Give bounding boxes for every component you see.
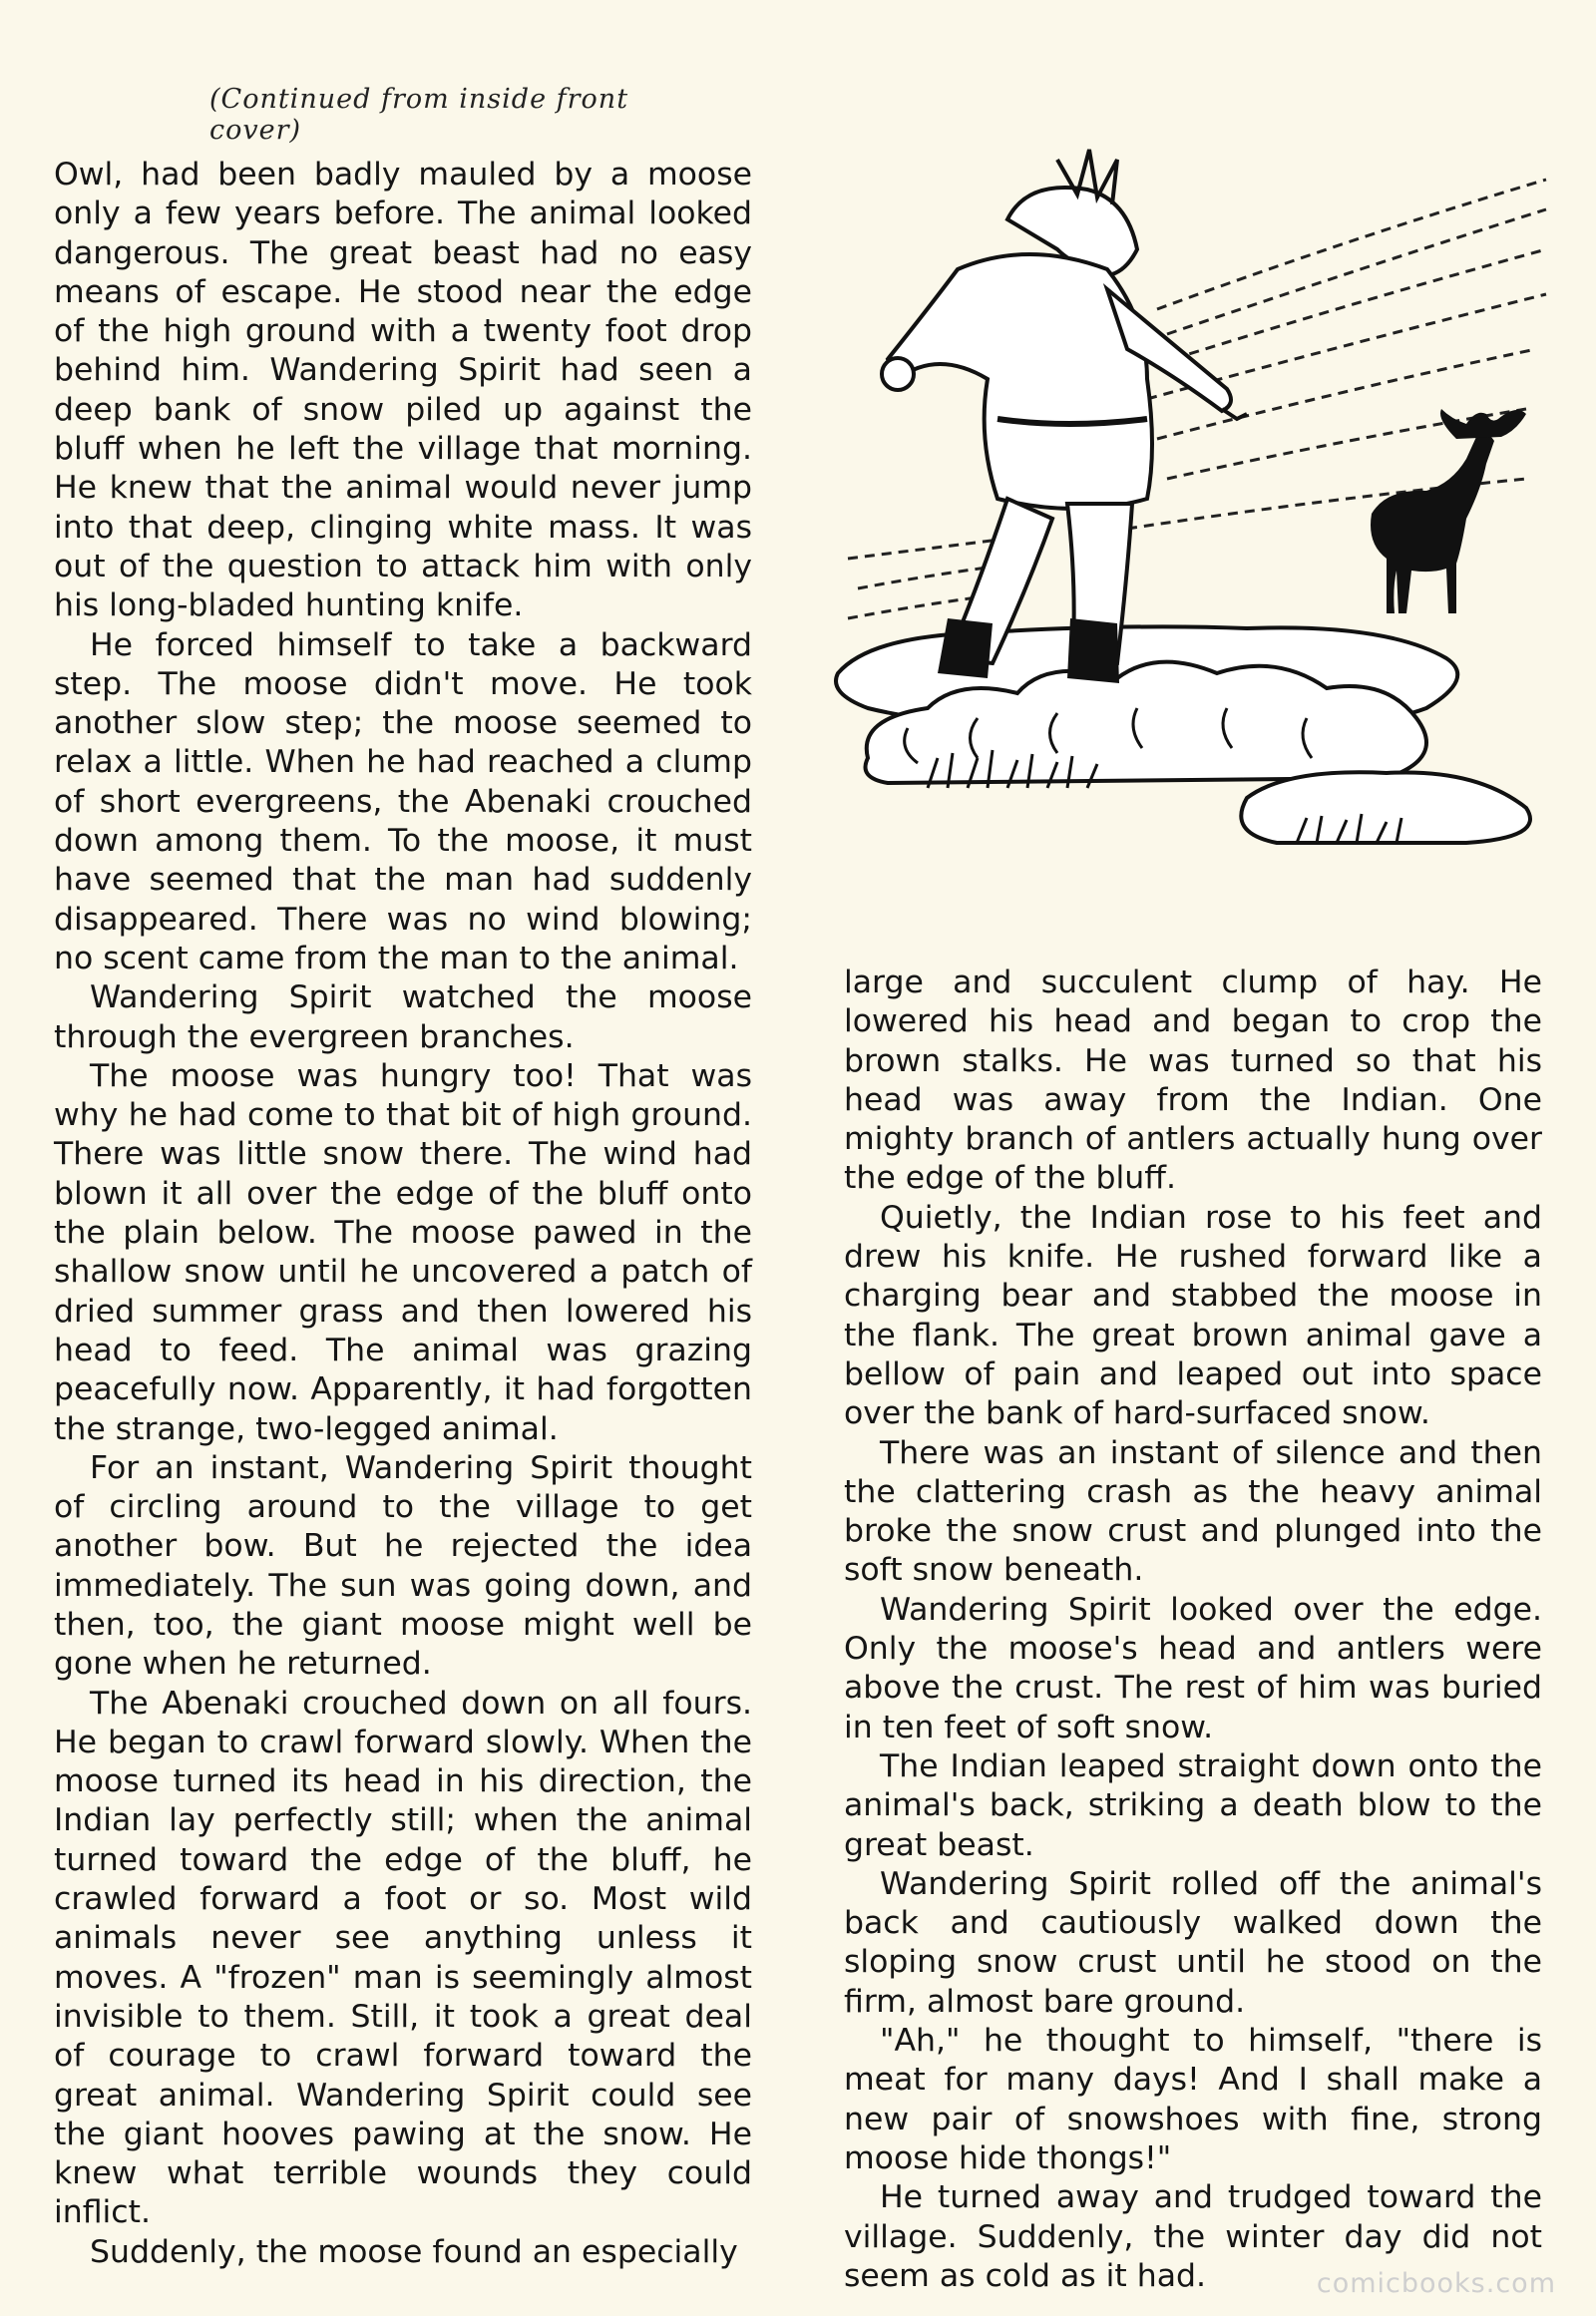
paragraph: Wandering Spirit rolled off the animal's back and cautiously walked down the sloping snow crust until he stood on the firm, almost bare ground. bbox=[844, 1865, 1542, 2020]
paragraph: He turned away and trudged toward the village. Suddenly, the winter day did not seem as cold as it had. bbox=[844, 2179, 1542, 2294]
paragraph: He forced himself to take a backward step. The moose didn't move. He took another slow step; the moose seemed to relax a little. When he had reached a clump of short evergreens, the Abenaki crouched down among them. To the moose, it must have seemed that the man had suddenly disappeared. There was no wind blowing; no scent came from the man to the animal. bbox=[54, 626, 752, 976]
right-column bbox=[844, 964, 1542, 2296]
paragraph: The moose was hungry too! That was why he had come to that bit of high ground. There was little snow there. The wind had blown it all over the edge of the bluff onto the plain below. The moose pawed in the shallow snow until he uncovered a patch of dried summer grass and then lowered his head to feed. The animal was grazing peacefully now. Apparently, it had forgotten the strange, two-legged animal. bbox=[54, 1057, 752, 1447]
paragraph: The Abenaki crouched down on all fours. He began to crawl forward slowly. When the moose turned its head in his direction, the Indian lay perfectly still; when the animal turned toward the edge of the bluff, he crawled forward a foot or so. Most wild animals never see anything unless it moves. A "frozen" man is seemingly almost invisible to them. Still, it took a great deal of courage to crawl forward toward the great animal. Wandering Spirit could see the giant hooves pawing at the snow. He knew what terrible wounds they could inflict. bbox=[54, 1685, 752, 2231]
snow-bluff bbox=[836, 626, 1530, 843]
illustration-hunter-and-moose bbox=[828, 120, 1566, 958]
paragraph: Wandering Spirit looked over the edge. Only the moose's head and antlers were above the crust. The rest of him was buried in ten feet of soft snow. bbox=[844, 1591, 1542, 1745]
paragraph: Wandering Spirit watched the moose through the evergreen branches. bbox=[54, 979, 752, 1055]
paragraph: Quietly, the Indian rose to his feet and drew his knife. He rushed forward like a charging bear and stabbed the moose in the flank. The great brown animal gave a bellow of pain and leaped out into space over the bank of hard-surfaced snow. bbox=[844, 1199, 1542, 1432]
paragraph: "Ah," he thought to himself, "there is meat for many days! And I shall make a new pair of snowshoes with fine, strong moose hide thongs!" bbox=[844, 2023, 1542, 2176]
paragraph: Owl, had been badly mauled by a moose only a few years before. The animal looked dangerous. The great beast had no easy means of escape. He stood near the edge of the high ground with a twenty foot drop behind him. Wandering Spirit had seen a deep bank of snow piled up against the bluff when he left the village that morning. He knew that the animal would never jump into that deep, clinging white mass. It was out of the question to attack him with only his long-bladed hunting knife. bbox=[54, 157, 752, 624]
watermark: comicbooks.com bbox=[1316, 2268, 1556, 2299]
paragraph: large and succulent clump of hay. He lowered his head and began to crop the brown stalks. He was turned so that his head was away from the Indian. One mighty branch of antlers actually hung over the edge of the bluff. bbox=[844, 965, 1542, 1197]
paragraph: For an instant, Wandering Spirit thought of circling around to the village to get another bow. But he rejected the idea immediately. The sun was going down, and then, too, the giant moose might well be gone when he returned. bbox=[54, 1449, 752, 1683]
continued-note: (Continued from inside front cover) bbox=[209, 84, 629, 146]
paragraph: The Indian leaped straight down onto the animal's back, striking a death blow to the great beast. bbox=[844, 1747, 1542, 1863]
left-column bbox=[54, 156, 752, 2272]
moose-silhouette bbox=[1371, 409, 1526, 613]
paragraph: Suddenly, the moose found an especially bbox=[90, 2233, 738, 2270]
paragraph: There was an instant of silence and then the clattering crash as the heavy animal broke the snow crust and plunged into the soft snow beneath. bbox=[844, 1434, 1542, 1589]
